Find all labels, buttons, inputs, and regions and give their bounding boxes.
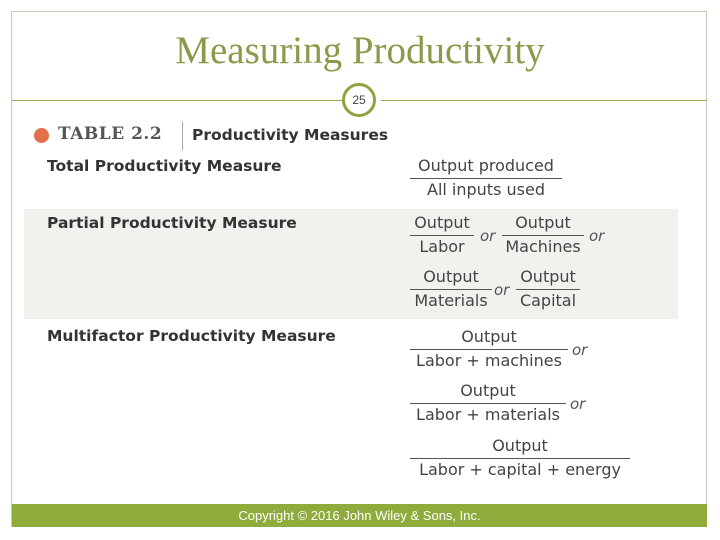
fraction-numerator: Output [460,381,516,400]
row-partial-productivity [24,209,678,319]
fraction-denominator: Labor + materials [416,405,560,424]
footer-bar [12,504,707,527]
fraction-numerator: Output [515,213,571,232]
title-rule-left [12,100,343,101]
slide-title: Measuring Productivity [175,29,545,72]
title-rule-right [381,100,707,101]
fraction-bar [410,349,568,350]
or-connector: or [589,227,605,245]
fraction-bar [410,178,562,179]
table-header [24,120,678,152]
fraction-output-capital [516,267,580,311]
fraction-output-labor-materials [410,381,566,425]
fraction-output-machines [502,213,584,257]
fraction-bar [410,235,474,236]
fraction-denominator: Labor [419,237,465,256]
header-divider [182,122,183,150]
fraction-bar [516,289,580,290]
fraction-numerator: Output [414,213,470,232]
page-number: 25 [352,93,366,107]
row-label-partial: Partial Productivity Measure [47,214,297,232]
or-connector: or [572,341,588,359]
fraction-bar [410,458,630,459]
fraction-denominator: Materials [414,291,488,310]
fraction-output-materials [410,267,492,311]
fraction-output-labor-capital-energy [410,436,630,480]
fraction-denominator: Capital [519,291,577,310]
fraction-bar [410,289,492,290]
or-connector: or [494,281,510,299]
table-number: TABLE 2.2 [58,124,163,144]
fraction-denominator: Labor + capital + energy [419,460,621,479]
fraction-denominator: Labor + machines [416,351,562,370]
page-number-badge [342,83,376,117]
or-connector: or [480,227,496,245]
fraction-numerator: Output [520,267,576,286]
or-connector: or [570,395,586,413]
row-multifactor-productivity [24,319,678,501]
fraction-denominator: Machines [505,237,581,256]
fraction-denominator: All inputs used [427,180,545,199]
table-title: Productivity Measures [192,126,389,144]
fraction-bar [410,403,566,404]
bullet-dot-icon [34,128,49,143]
copyright-text: Copyright © 2016 John Wiley & Sons, Inc. [238,508,481,523]
fraction-output-labor [410,213,474,257]
productivity-table [24,120,678,501]
fraction-bar [502,235,584,236]
fraction-numerator: Output [461,327,517,346]
row-label-multifactor: Multifactor Productivity Measure [47,327,336,345]
row-total-productivity [24,152,678,209]
fraction-total [410,156,562,200]
fraction-numerator: Output produced [418,156,554,175]
fraction-numerator: Output [492,436,548,455]
fraction-numerator: Output [423,267,479,286]
fraction-output-labor-machines [410,327,568,371]
row-label-total: Total Productivity Measure [47,157,282,175]
